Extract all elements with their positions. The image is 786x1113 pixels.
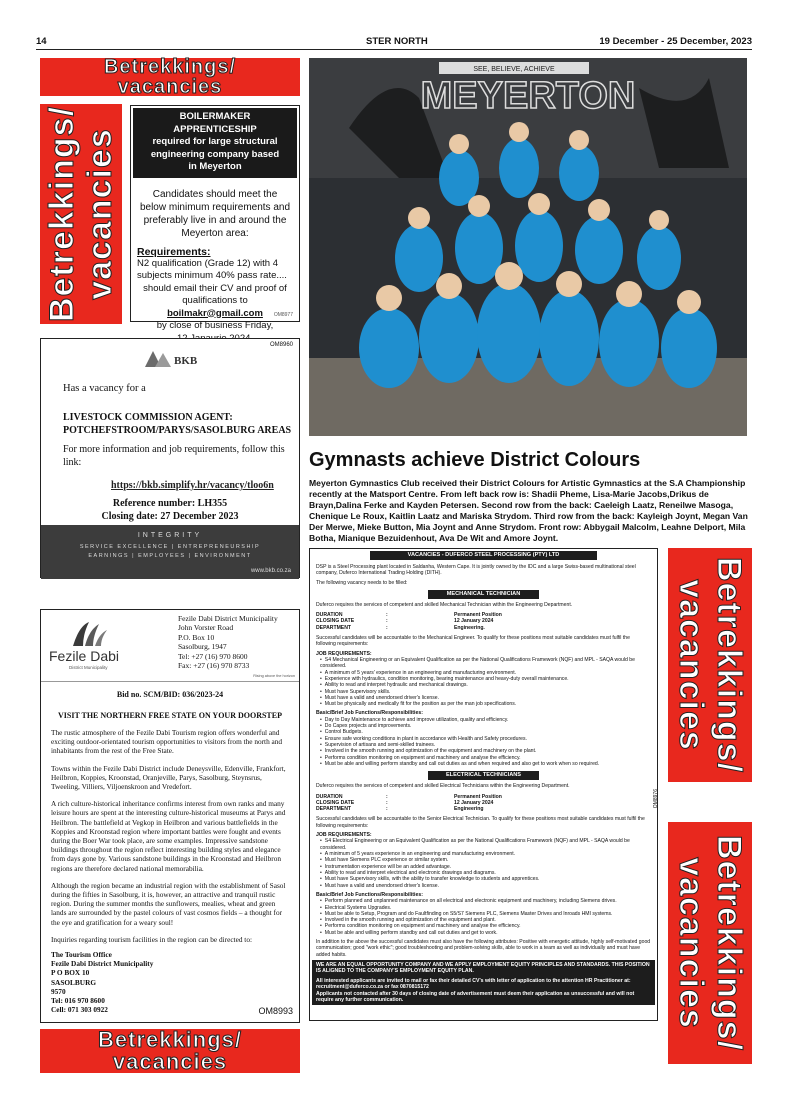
duferco-header: VACANCIES - DUFERCO STEEL PROCESSING (PTY) LTD	[370, 551, 597, 560]
bkb-ad	[40, 338, 300, 578]
bkb-vacancy-link[interactable]: https://bkb.simplify.hr/vacancy/tloo6n	[111, 480, 274, 491]
contact-line: The Tourism Office	[51, 950, 112, 960]
fezile-dabi-ad	[40, 609, 300, 1023]
list-item: • Must be able and willing perform standby and call out duties and get to work.	[320, 930, 651, 936]
list-item: • A minimum of 5 years' experience in an engineering and manufacturing environment.	[320, 670, 651, 676]
field-value: Engineering	[454, 806, 484, 813]
side-banner-line-1: Betrekkings/	[43, 105, 81, 323]
bkb-footer	[41, 525, 299, 579]
list-item: • Ability to read and interpret electrical and electronic drawings and diagrams.	[320, 870, 651, 876]
banner-line-2: vacancies	[117, 76, 223, 98]
elec-department-row	[316, 806, 651, 812]
ad-ref-code: OM8976	[653, 789, 659, 809]
fezile-header	[41, 610, 299, 682]
values-line: EARNINGS | EMPLOYEES | ENVIRONMENT	[88, 553, 252, 559]
bkb-url[interactable]: www.bkb.co.za	[250, 568, 291, 574]
mech-functions-heading: Basic/Brief Job Functions/Responsibilities:	[316, 710, 423, 717]
list-item: • Supervision of artisans and semi-skilled trainees.	[320, 742, 651, 748]
requirement-item: N2 qualification (Grade 12) with 4 subjects minimum 40% pass rate....	[137, 257, 287, 281]
page-number: 14	[36, 36, 47, 47]
right-banner-line-2: vacancies	[672, 579, 710, 751]
list-item: • Involved in the smooth running and optimization of the equipment and machinery on the plant.	[320, 748, 651, 754]
reference-number: Reference number: LH355	[112, 498, 228, 509]
address-line: Tel: +27 (16) 970 8600	[178, 651, 248, 661]
fezile-paragraph: Inquiries regarding tourism facilities in the region can be directed to:	[51, 934, 253, 944]
fezile-logo-icon	[69, 620, 109, 648]
bkb-reference	[41, 497, 299, 523]
list-item: • Control Budgets.	[320, 729, 651, 735]
fezile-paragraph: Towns within the Fezile Dabi District include Deneysville, Edenville, Frankfort, Heilbron, Koppies, Kroonstad, Oranjeville, Parys, Sasolburg, Steynsrus, Tweeling, Villiers, Viljoenskroon and Vredefort.	[51, 763, 286, 792]
vacancies-banner-right-lower	[668, 822, 752, 1064]
publication-name: STER NORTH	[366, 36, 428, 47]
field-key: CLOSING DATE	[316, 799, 355, 806]
mech-requirements-list	[320, 657, 651, 707]
header-rule	[36, 49, 752, 50]
contact-line: 9570	[51, 986, 66, 996]
fezile-contact	[51, 950, 289, 1014]
fezile-logo-text: Fezile Dabi	[49, 648, 120, 664]
field-value: 12 January 2024	[454, 799, 494, 806]
position-line: POTCHEFSTROOM/PARYS/SASOLBURG AREAS	[63, 425, 292, 436]
duferco-following: The following vacancy needs to be filled:	[316, 579, 408, 586]
mech-job-req-heading: JOB REQUIREMENTS:	[316, 650, 372, 657]
elec-accountable: Successful candidates will be accountable to the Senior Electrical Technician. To qualify for these positions most suitable candidates must fulfil the following requirements:	[316, 816, 645, 829]
fezile-address	[178, 614, 278, 670]
footer-line: WE ARE AN EQUAL OPPORTUNITY COMPANY AND WE APPLY EMPLOYMENT EQUITY PRINCIPLES AND STANDARDS. THIS POSITION IS ALIGNED TO THE COMPANY'S EMPLOYMENT EQUITY PLAN.	[316, 961, 650, 975]
article-body: Meyerton Gymnastics Club received their District Colours for Artistic Gymnastics at the S.A Championship recently at the Matsport Centre. From left back row is: Shadii Pheme, Lisa-Marie Jacobs,Drikus de Brayn,Dalina Ferke and Kayden Petersen. Second row from the back: Caeleigh Laatz, Reneilwe Masoga, Chenique Le Roux, Kaitlin Laatz and Mariska Strydom. Third row from the back: Kayleigh Joynt, Megan Van Der Merwe, Mieke Button, Mia Joynt and Anne Strydom. Front row: Abbygail Malcolm, Leahne Delport, Mila Botha, Mianique Bezuidenhout, Ava De Wit and Amore Joynt.	[309, 478, 748, 544]
elec-functions-heading: Basic/Brief Job Functions/Responsibilities:	[316, 891, 423, 898]
footer-line: Applicants not contacted after 30 days of closing date of advertisement must deem their application as unsuccessful and will not require any further communication.	[316, 990, 635, 1003]
field-colon: :	[386, 806, 388, 813]
ad-ref-code: OM8993	[258, 1006, 293, 1016]
duferco-attributes: In addition to the above the successful candidates must also have the following attributes: Positive with energetic attitude, highly self-motivated good communication; good "work ethic"; good troubleshooting and problem-solving skills, able to work in a team as well as individually and must have added habits.	[316, 938, 651, 958]
list-item: • A minimum of 5 years experience in an engineering and manufacturing environment.	[320, 851, 651, 857]
boilermaker-header-line: engineering company based	[150, 148, 280, 160]
requirements-heading: Requirements:	[137, 245, 211, 258]
right-banner-line-2: vacancies	[672, 857, 710, 1029]
footer-line: All interested applicants are invited to mail or fax their detailed CV's with letter of application to the attention HR Practitioner at: recruitment@duferco.co.za or fax 0870815172	[316, 977, 631, 991]
closing-date: Closing date: 27 December 2023	[101, 511, 239, 522]
email-intro: should email their CV and proof of qualifications to	[143, 282, 287, 306]
contact-line: Fezile Dabi District Municipality	[51, 959, 154, 969]
address-line: Fax: +27 (16) 970 8733	[178, 661, 250, 671]
values-line: SERVICE EXCELLENCE | ENTREPRENEURSHIP	[79, 544, 261, 550]
vacancies-banner-side	[40, 104, 122, 324]
list-item: • Electrical Systems Upgrades.	[320, 905, 651, 911]
boilermaker-ad	[130, 105, 300, 331]
list-item: • Ensure safe working conditions in plant in accordance with Health and Safety procedures.	[320, 736, 651, 742]
requirements-text	[137, 258, 293, 346]
list-item: • Performs condition monitoring on equipment and machinery and analyse the efficiency.	[320, 923, 651, 929]
field-colon: :	[386, 618, 388, 625]
boilermaker-header	[133, 108, 297, 178]
elec-functions-list	[320, 898, 651, 936]
gymnasts-photo	[309, 58, 747, 436]
list-item: • Must be able to Setup, Program and do Faultfinding on S5/S7 Siemens PLC, Siemens Master Drives and Inroads HMI systems.	[320, 911, 651, 917]
address-line: Fezile Dabi District Municipality	[178, 614, 278, 623]
boilermaker-header-line: BOILERMAKER APPRENTICESHIP	[173, 111, 257, 135]
photo-wall-text: MEYERTON	[420, 75, 636, 117]
elec-job-req-heading: JOB REQUIREMENTS:	[316, 832, 372, 839]
elec-requirements-list	[320, 838, 651, 888]
mech-department-row	[316, 625, 651, 631]
field-key: DEPARTMENT	[316, 624, 351, 631]
list-item: • Must have a valid and unendorsed driver's license.	[320, 883, 651, 889]
fezile-paragraph: The rustic atmosphere of the Fezile Dabi Tourism region offers wonderful and exciting outdoor-orientated tourism opportunities to visitors from the north and inhabitants from the rest of the Free State.	[51, 728, 283, 756]
field-key: DURATION	[316, 793, 343, 800]
vacancies-banner-top	[40, 58, 300, 96]
list-item: • Performs condition monitoring on equipment and machinery and analyse the efficiency.	[320, 755, 651, 761]
list-item: • Perform planned and unplanned maintenance on all electrical and electronic equipment and machinery, including Siemens drives.	[320, 898, 651, 904]
mech-intro: Duferco requires the services of competent and skilled Mechanical Technician within the Engineering Department.	[316, 601, 573, 608]
list-item: • Must have Supervisory skills, with the ability to transfer knowledge to students and apprentices.	[320, 876, 651, 882]
bkb-position	[63, 411, 291, 437]
elec-tech-heading: ELECTRICAL TECHNICIANS	[428, 771, 539, 780]
banner-line-1: Betrekkings/	[103, 56, 237, 78]
field-value: 12 January 2024	[454, 618, 494, 625]
list-item: • Must have a valid and unendorsed driver's license.	[320, 695, 651, 701]
email-instruction	[137, 283, 293, 321]
field-key: CLOSING DATE	[316, 618, 355, 625]
list-item: • Day to Day Maintenance to achieve and improve utilization, quality and efficiency.	[320, 717, 651, 723]
contact-line: P O BOX 10	[51, 968, 90, 978]
page-header	[36, 36, 752, 48]
fezile-paragraph: Although the region became an industrial region with the establishment of Sasol during the fifties in Sasolburg, it is, however, an attractive and tranquil rustic region. During the summer months the sunflowers, mealies, wheat and green lands are surrounded by the pastel colours of vast cosmos fields – a thought for the eye and gratification for a weary soul!	[51, 880, 286, 927]
right-banner-line-1: Betrekkings/	[710, 556, 748, 774]
banner-line-1: Betrekkings/	[97, 1027, 243, 1052]
duferco-ad	[309, 548, 658, 1021]
list-item: • S4 Mechanical Engineering or an Equivalent Qualification as per the National Qualifications Framework (NQF) and MPL - SAQA would be considered.	[320, 657, 651, 670]
article-title: Gymnasts achieve District Colours	[309, 449, 641, 471]
bkb-values	[41, 543, 299, 561]
list-item: • Must have Supervisory skills.	[320, 689, 651, 695]
field-value: Permanent Position	[454, 612, 502, 619]
mech-tech-heading: MECHANICAL TECHNICIAN	[428, 590, 539, 599]
vacancies-banner-right-upper	[668, 548, 752, 782]
list-item: • Ability to read and interpret hydraulic and mechanical drawings.	[320, 682, 651, 688]
bkb-logo-icon	[141, 347, 203, 371]
address-line: Sasolburg, 1947	[178, 642, 227, 652]
contact-line: Tel: 016 970 8600	[51, 996, 105, 1006]
field-colon: :	[386, 799, 388, 806]
banner-line-2: vacancies	[112, 1049, 228, 1074]
fezile-visit-heading: VISIT THE NORTHERN FREE STATE ON YOUR DOORSTEP	[58, 711, 282, 720]
photo-banner-text: SEE, BELIEVE, ACHIEVE	[473, 66, 555, 73]
list-item: • Must have Siemens PLC experience or similar system.	[320, 857, 651, 863]
position-line: LIVESTOCK COMMISSION AGENT:	[63, 412, 233, 423]
list-item: • S4 Electrical Engineering or an Equivalent Qualification as per the National Qualifications Framework (NQF) and MPL - SAQA would be considered.	[320, 838, 651, 851]
bkb-integrity: INTEGRITY	[137, 532, 203, 539]
field-value: Permanent Position	[454, 793, 502, 800]
contact-line: SASOLBURG	[51, 977, 97, 987]
duferco-intro: DSP is a Steel Processing plant located in Saldanha, Western Cape. It is jointly owned by the IDC and a large Swiss-based multinational steel company, Duferco International Trading Holding (DITH).	[316, 564, 636, 577]
list-item: • Must be physically and medically fit for the position as per the man job specifications.	[320, 701, 651, 707]
duferco-footer	[312, 960, 655, 1005]
boilermaker-header-line: required for large structural	[152, 136, 278, 147]
boilermaker-body: Candidates should meet the below minimum requirements and preferably live in and around the Meyerton area:	[139, 188, 291, 239]
mech-accountable: Successful candidates will be accountable to the Mechanical Engineer. To qualify for these positions most suitable candidates must fulfil the following requirements:	[316, 635, 630, 648]
address-line: John Vorster Road	[178, 623, 234, 633]
field-colon: :	[386, 624, 388, 631]
fezile-logo-sub: District Municipality	[69, 665, 108, 670]
list-item: • Must be able and willing perform standby and call out duties as and when required and also get to work when so required.	[320, 761, 651, 767]
contact-line: Cell: 071 303 0922	[51, 1005, 108, 1015]
field-key: DURATION	[316, 612, 343, 619]
list-item: • Do Capex projects and improvements.	[320, 723, 651, 729]
list-item: • Involved in the smooth running and optimization of the equipment and plant.	[320, 917, 651, 923]
ad-ref-code: OM8960	[269, 342, 293, 348]
list-item: • Instrumentation experience will be an added advantage.	[320, 864, 651, 870]
field-key: DEPARTMENT	[316, 806, 351, 813]
list-item: • Experience with hydraulics, condition monitoring, bearing maintenance and heavy-duty overall maintenance.	[320, 676, 651, 682]
bkb-logo-text: BKB	[174, 355, 198, 367]
address-line: P.O. Box 10	[178, 632, 215, 642]
bkb-info: For more information and job requirements, follow this link:	[63, 444, 285, 468]
boilermaker-header-line: in Meyerton	[188, 161, 242, 172]
vacancies-banner-bottom	[40, 1029, 300, 1073]
closing-line: by close of business Friday,	[156, 320, 274, 331]
fezile-paragraph: A rich culture-historical inheritance confirms interest from own ranks and many leisure hours are spent at the interesting culture-historical museums at Parys and Heilbron. The battlefield at Vegkop in Heilbron and various battlefields in the Koppies and Kroonstad region where important battles were fought and events during the Boer War took place, are some examples. Impressive sandstone buildings throughout the region reflect interesting building styles and elegance from days gone by. Various sandstone buildings in the Kroonstad and Heilbron regions are therefore declared national memorabilia.	[51, 799, 286, 873]
field-value: Engineering.	[454, 624, 485, 631]
fezile-strapline: Rising above the horizon	[253, 674, 295, 678]
field-colon: :	[386, 793, 388, 800]
field-colon: :	[386, 612, 388, 619]
elec-intro: Duferco requires the services of competent and skilled Electrical Technicians within the Engineering Department.	[316, 783, 570, 790]
email-link[interactable]: boilmakr@gmail.com	[167, 307, 263, 319]
bkb-has-vacancy: Has a vacancy for a	[63, 383, 146, 394]
side-banner-line-2: vacancies	[81, 128, 119, 300]
fezile-bid-no: Bid no. SCM/BID: 036/2023-24	[116, 690, 224, 699]
mech-functions-list	[320, 717, 651, 767]
right-banner-line-1: Betrekkings/	[710, 834, 748, 1052]
issue-date: 19 December - 25 December, 2023	[599, 36, 752, 47]
ad-ref-code: OM8977	[273, 312, 293, 318]
